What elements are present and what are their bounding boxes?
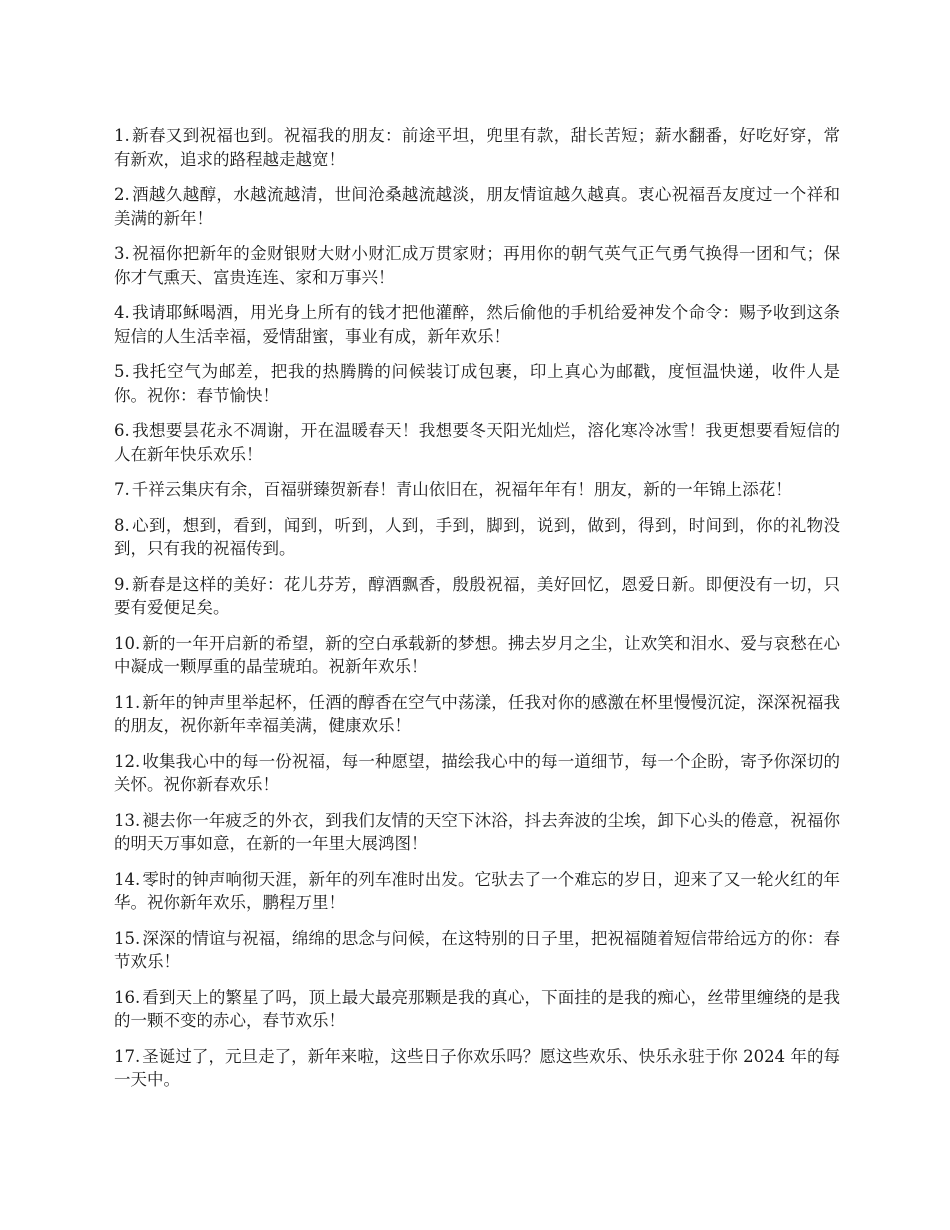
greeting-item	[114, 301, 840, 348]
item-number: 13.	[114, 810, 141, 830]
item-text: 新春又到祝福也到。祝福我的朋友：前途平坦，兜里有款，甜长苦短；薪水翻番，好吃好穿，常有新欢，追求的路程越走越宽！	[114, 126, 840, 169]
item-number: 12.	[114, 751, 141, 771]
greeting-item	[114, 573, 840, 620]
item-text: 酒越久越醇，水越流越清，世间沧桑越流越淡，朋友情谊越久越真。衷心祝福吾友度过一个祥和美满的新年！	[114, 185, 840, 228]
item-text: 褪去你一年疲乏的外衣，到我们友情的天空下沐浴，抖去奔波的尘埃，卸下心头的倦意，祝福你的明天万事如意，在新的一年里大展鸿图！	[114, 810, 840, 853]
greeting-item	[114, 183, 840, 230]
greeting-item	[114, 1045, 840, 1092]
greeting-item	[114, 419, 840, 466]
greeting-item	[114, 478, 840, 502]
item-number: 1.	[114, 126, 130, 145]
item-text: 我请耶稣喝酒，用光身上所有的钱才把他灌醉，然后偷他的手机给爱神发个命令：赐予收到这条短信的人生活幸福，爱情甜蜜，事业有成，新年欢乐！	[114, 303, 840, 346]
item-number: 10.	[114, 633, 141, 653]
document-body	[114, 124, 840, 1104]
item-number: 11.	[114, 692, 141, 712]
item-number: 3.	[114, 244, 130, 263]
item-text: 看到天上的繁星了吗，顶上最大最亮那颗是我的真心，下面挂的是我的痴心，丝带里缠绕的是我的一颗不变的赤心，春节欢乐！	[114, 987, 840, 1030]
item-text: 我想要昙花永不凋谢，开在温暖春天！我想要冬天阳光灿烂，溶化寒冷冰雪！我更想要看短信的人在新年快乐欢乐！	[114, 421, 840, 464]
item-number: 14.	[114, 869, 141, 889]
item-text: 零时的钟声响彻天涯，新年的列车准时出发。它驮去了一个难忘的岁日，迎来了又一轮火红的年华。祝你新年欢乐，鹏程万里！	[114, 869, 840, 912]
item-text: 圣诞过了，元旦走了，新年来啦，这些日子你欢乐吗？愿这些欢乐、快乐永驻于你 2024 年的每一天中。	[114, 1046, 840, 1089]
greeting-item	[114, 809, 840, 856]
item-number: 9.	[114, 574, 130, 594]
item-number: 4.	[114, 303, 130, 322]
item-number: 16.	[114, 987, 141, 1007]
greeting-item	[114, 124, 840, 171]
greeting-item	[114, 691, 840, 738]
item-number: 6.	[114, 421, 130, 440]
item-text: 新年的钟声里举起杯，任酒的醇香在空气中荡漾，任我对你的感激在杯里慢慢沉淀，深深祝福我的朋友，祝你新年幸福美满，健康欢乐！	[114, 692, 840, 735]
item-number: 17.	[114, 1046, 141, 1066]
item-text: 我托空气为邮差，把我的热腾腾的问候装订成包裹，印上真心为邮戳，度恒温快递，收件人是你。祝你：春节愉快！	[114, 362, 840, 405]
item-number: 5.	[114, 362, 130, 381]
item-number: 2.	[114, 185, 130, 204]
greeting-item	[114, 514, 840, 561]
greeting-item	[114, 986, 840, 1033]
greeting-item	[114, 750, 840, 797]
greeting-item	[114, 632, 840, 679]
item-text: 新春是这样的美好：花儿芬芳，醇酒飘香，殷殷祝福，美好回忆，恩爱日新。即便没有一切，只要有爱便足矣。	[114, 574, 840, 617]
greeting-item	[114, 868, 840, 915]
item-text: 深深的情谊与祝福，绵绵的思念与问候，在这特别的日子里，把祝福随着短信带给远方的你：春节欢乐！	[114, 928, 840, 971]
item-text: 新的一年开启新的希望，新的空白承载新的梦想。拂去岁月之尘，让欢笑和泪水、爱与哀愁在心中凝成一颗厚重的晶莹琥珀。祝新年欢乐！	[114, 633, 840, 676]
greeting-item	[114, 242, 840, 289]
greeting-item	[114, 927, 840, 974]
item-text: 心到，想到，看到，闻到，听到，人到，手到，脚到，说到，做到，得到，时间到，你的礼物没到，只有我的祝福传到。	[114, 515, 840, 558]
item-number: 7.	[114, 480, 130, 499]
item-text: 收集我心中的每一份祝福，每一种愿望，描绘我心中的每一道细节，每一个企盼，寄予你深切的关怀。祝你新春欢乐！	[114, 751, 840, 794]
item-text: 祝福你把新年的金财银财大财小财汇成万贯家财；再用你的朝气英气正气勇气换得一团和气；保你才气熏天、富贵连连、家和万事兴！	[114, 244, 840, 287]
greeting-item	[114, 360, 840, 407]
item-number: 8.	[114, 515, 130, 535]
item-number: 15.	[114, 928, 141, 948]
item-text: 千祥云集庆有余，百福骈臻贺新春！青山依旧在，祝福年年有！朋友，新的一年锦上添花！	[131, 480, 792, 499]
